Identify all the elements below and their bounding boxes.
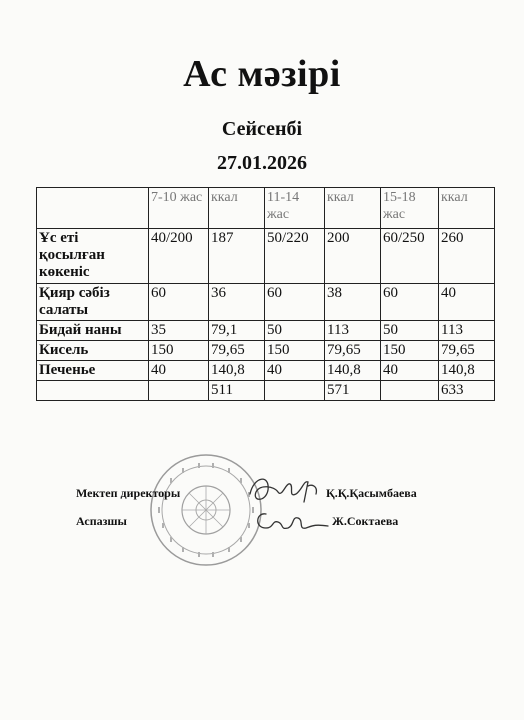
table-cell: 40	[439, 284, 495, 321]
table-cell: 79,1	[209, 321, 265, 341]
total-kcal-7-10: 511	[209, 381, 265, 401]
header-cell-age-7-10: 7-10 жас	[149, 188, 209, 229]
dish-name: Печенье	[37, 361, 149, 381]
table-cell: 50/220	[265, 229, 325, 284]
table-cell: 40	[381, 361, 439, 381]
table-cell: 35	[149, 321, 209, 341]
table-row	[37, 321, 495, 341]
table-cell: 200	[325, 229, 381, 284]
table-cell: 40/200	[149, 229, 209, 284]
table-cell: 260	[439, 229, 495, 284]
dish-name: Кисель	[37, 341, 149, 361]
director-signature-icon	[244, 472, 324, 508]
table-cell: 79,65	[439, 341, 495, 361]
director-label: Мектеп директоры	[76, 486, 181, 500]
table-cell: 40	[265, 361, 325, 381]
table-cell: 60	[265, 284, 325, 321]
table-cell: 140,8	[325, 361, 381, 381]
table-cell: 140,8	[209, 361, 265, 381]
menu-date: 27.01.2026	[217, 152, 307, 174]
table-cell: 50	[265, 321, 325, 341]
menu-table	[36, 187, 495, 401]
table-cell	[149, 381, 209, 401]
table-cell: 150	[149, 341, 209, 361]
table-cell: 113	[325, 321, 381, 341]
table-row	[37, 284, 495, 321]
table-row	[37, 361, 495, 381]
table-cell	[381, 381, 439, 401]
table-cell: 36	[209, 284, 265, 321]
total-kcal-15-18: 633	[439, 381, 495, 401]
table-cell: 60	[381, 284, 439, 321]
totals-row	[37, 381, 495, 401]
day-of-week: Сейсенбі	[221, 118, 303, 140]
table-cell: 79,65	[209, 341, 265, 361]
header-cell-kcal: ккал	[439, 188, 495, 229]
total-kcal-11-14: 571	[325, 381, 381, 401]
document-title: Ас мәзірі	[183, 53, 341, 95]
dish-name: Ұс еті қосылған көкеніс	[37, 229, 149, 284]
header-cell-kcal: ккал	[209, 188, 265, 229]
table-row	[37, 341, 495, 361]
table-cell: 38	[325, 284, 381, 321]
table-cell: 60/250	[381, 229, 439, 284]
header-cell-dish	[37, 188, 149, 229]
table-cell: 50	[381, 321, 439, 341]
table-cell: 113	[439, 321, 495, 341]
table-cell: 79,65	[325, 341, 381, 361]
header-cell-age-11-14: 11-14 жас	[265, 188, 325, 229]
cook-signature-icon	[252, 506, 332, 536]
director-name: Қ.Қ.Қасымбаева	[326, 486, 417, 500]
cook-name: Ж.Соктаева	[332, 514, 399, 528]
table-cell	[265, 381, 325, 401]
cook-label: Аспазшы	[76, 514, 127, 528]
dish-name: Бидай наны	[37, 321, 149, 341]
table-header-row	[37, 188, 495, 229]
header-cell-kcal: ккал	[325, 188, 381, 229]
header-cell-age-15-18: 15-18 жас	[381, 188, 439, 229]
table-cell: 150	[265, 341, 325, 361]
dish-name: Қияр сәбіз салаты	[37, 284, 149, 321]
table-row	[37, 229, 495, 284]
table-cell: 150	[381, 341, 439, 361]
table-cell: 60	[149, 284, 209, 321]
table-cell: 40	[149, 361, 209, 381]
table-cell: 140,8	[439, 361, 495, 381]
table-cell: 187	[209, 229, 265, 284]
table-cell	[37, 381, 149, 401]
